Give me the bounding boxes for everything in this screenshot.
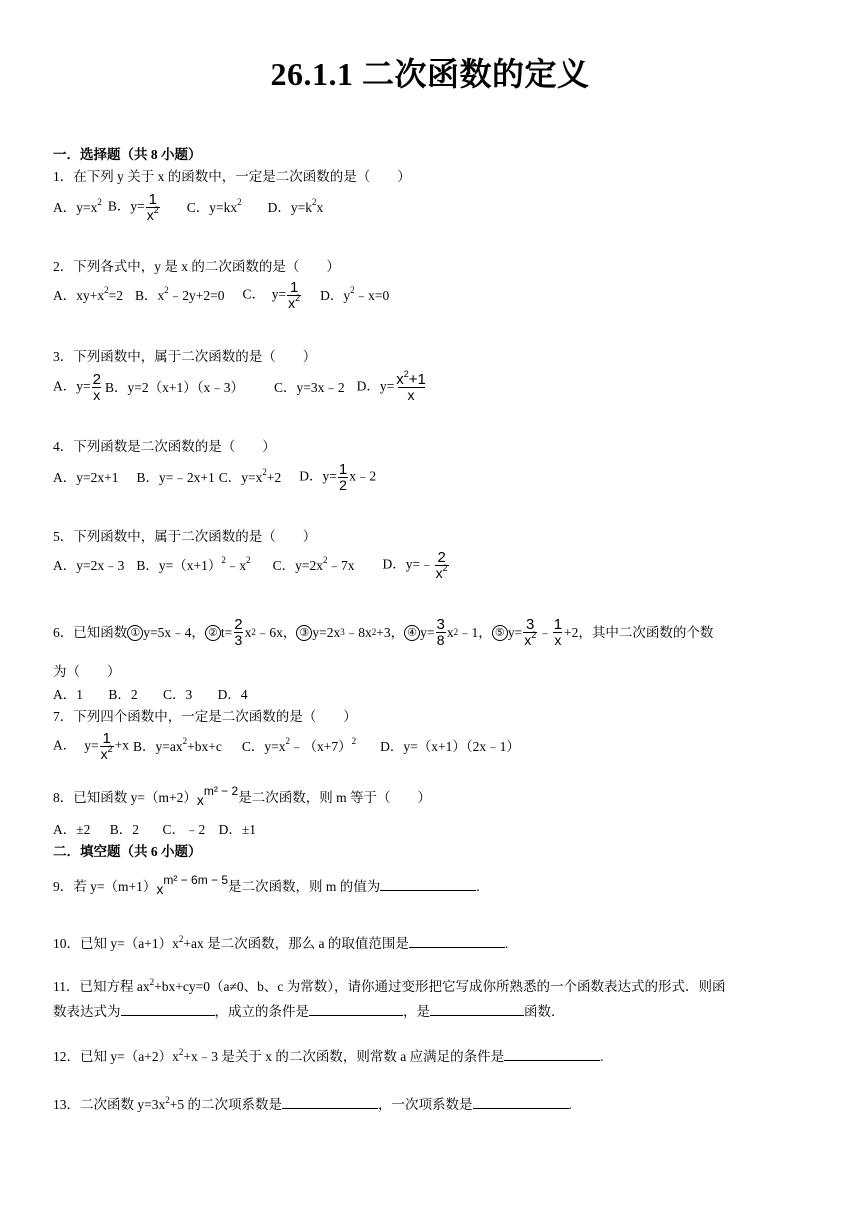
fraction: $\frac{1}{2}$	[338, 461, 348, 493]
q7-option-a: A． y= $\frac{1}{x^2}$ +x	[53, 730, 130, 762]
q3-option-c: C．y=3x﹣2	[273, 379, 345, 395]
q7-option-c: C．$y=x^2﹣(x+7)^2$	[241, 736, 357, 754]
q1-option-a: A．$y=x^2$	[53, 197, 102, 215]
q2-option-d: D．$y^2﹣x=0$	[320, 285, 390, 303]
q7-option-d: D．y=（x+1）（2x﹣1）	[380, 738, 520, 754]
question-11-line2: 数表达式为 ，成立的条件是 ，是 函数．	[53, 1004, 565, 1019]
circled-number-4: ④	[404, 625, 420, 641]
q2-option-c: C． y= $\frac{1}{x^2}$	[242, 279, 301, 311]
question-7-stem: 7．下列四个函数中，一定是二次函数的是（ ）	[53, 709, 357, 724]
q3-option-a: A．y= $\frac{2}{x}$	[53, 371, 101, 403]
answer-blank[interactable]	[409, 935, 505, 948]
circled-number-1: ①	[127, 625, 143, 641]
q3-option-b: B．y=2（x+1）（x﹣3）	[104, 379, 244, 395]
question-12: 12．已知 $y=(a+2)x^2+x﹣3$ 是关于 x 的二次函数，则常数 a 应满足的条件是 .	[53, 1046, 604, 1064]
circled-number-2: ②	[205, 625, 221, 641]
fraction: $\frac{1}{x^2}$	[146, 191, 159, 223]
question-5-options	[53, 550, 450, 581]
q6-option-a: A．1	[53, 687, 83, 702]
q5-option-d: D．y=﹣ $\frac{2}{x^2}$	[382, 549, 448, 581]
fraction: $\frac{3}{x^2}$	[524, 616, 537, 648]
q1-option-c: C．$y=kx^2$	[186, 197, 242, 215]
q8-option-b: B．2	[109, 822, 140, 837]
question-6-stem: 6．已知函数 ① y=5x﹣4， ② t= $\frac{2}{3}$ x $^2$ ﹣6x， ③ y=2x $^3$ ﹣8x $^2$ +3， ④ y= $\frac{3}{8}$ x $^2$ ﹣1， ⑤ y= $\frac{3}{x^2}$ ﹣ $\frac{1}{x}$ +2，其中二次函数的个数	[53, 616, 714, 648]
fraction: $\frac{3}{8}$	[436, 616, 445, 648]
answer-blank[interactable]	[309, 1003, 403, 1016]
q8-option-a: A．±2	[53, 822, 91, 837]
question-2-stem: 2．下列各式中，y 是 x 的二次函数的是（ ）	[53, 259, 340, 274]
fraction: $\frac{2}{x}$	[92, 371, 101, 403]
answer-blank[interactable]	[282, 1096, 378, 1109]
question-9: 9．若 y=（m+1）xm² − 6m − 5是二次函数，则 m 的值为 .	[53, 873, 480, 897]
q1-option-d: D．$y=k^2x$	[267, 197, 324, 215]
answer-blank[interactable]	[473, 1096, 569, 1109]
answer-blank[interactable]	[380, 878, 476, 891]
question-11-line1: 11．已知方程 $ax^2+bx+cy=0(a\ne 0$、b、c 为常数），请你通过变形把它写成你所熟悉的一个函数表达式的形式．则函	[53, 976, 726, 994]
section-heading-choice: 一．选择题（共 8 小题）	[53, 147, 202, 162]
q1-option-b: B．y= $\frac{1}{x^2}$	[107, 191, 159, 223]
question-6-options	[53, 688, 248, 702]
q6-option-b: B．2	[108, 687, 138, 702]
fraction: $\frac{1}{x}$	[553, 616, 563, 648]
question-10: 10．已知 $y=(a+1)x^2+ax$ 是二次函数，那么 a 的取值范围是 .	[53, 933, 509, 951]
answer-blank[interactable]	[121, 1003, 215, 1016]
answer-blank[interactable]	[430, 1003, 524, 1016]
q4-option-a: A．y=2x+1	[53, 469, 119, 485]
answer-blank[interactable]	[504, 1048, 600, 1061]
question-13: 13．二次函数 $y=3x^2+5$ 的二次项系数是 ，一次项系数是 .	[53, 1094, 572, 1112]
q5-option-a: A．y=2x﹣3	[53, 557, 125, 573]
fraction: $\frac{1}{x^2}$	[288, 279, 301, 311]
q4-option-b: B．y=﹣2x+1	[136, 469, 215, 485]
section-heading-fill: 二．填空题（共 6 小题）	[53, 844, 202, 859]
fraction: $\frac{2}{3}$	[234, 616, 243, 648]
question-7-options	[53, 731, 520, 762]
question-3-stem: 3．下列函数中，属于二次函数的是（ ）	[53, 349, 317, 364]
circled-number-3: ③	[296, 625, 312, 641]
q2-option-b: B．$x^2﹣2y+2=0$	[135, 285, 225, 303]
fraction: $\frac{2}{x^2}$	[435, 549, 448, 581]
q5-option-c: C．$y=2x^2﹣7x$	[272, 555, 355, 573]
q8-option-c: C．﹣2	[162, 822, 206, 837]
fraction: $\frac{1}{x^2}$	[100, 730, 113, 762]
q5-option-b: B．$y=(x+1)^2﹣x^2$	[136, 555, 251, 573]
question-2-options	[53, 280, 389, 311]
fraction: $\frac{x^2+1}{x}$	[396, 369, 426, 403]
question-4-options	[53, 462, 376, 493]
question-5-stem: 5．下列函数中，属于二次函数的是（ ）	[53, 529, 317, 544]
page-title: 26.1.1 二次函数的定义	[270, 56, 590, 92]
q2-option-a: A．$xy+x^2=2$	[53, 285, 123, 303]
q8-option-d: D．±1	[218, 822, 256, 837]
q7-option-b: B．$y=ax^2+bx+c$	[133, 736, 222, 754]
question-1-stem: 1．在下列 y 关于 x 的函数中，一定是二次函数的是（ ）	[53, 169, 411, 184]
q3-option-d: D．y= $\frac{x^2+1}{x}$	[356, 369, 426, 403]
q4-option-c: C．$y=x^2+2$	[218, 467, 282, 485]
question-4-stem: 4．下列函数是二次函数的是（ ）	[53, 439, 276, 454]
q6-option-c: C．3	[163, 687, 193, 702]
question-3-options	[53, 369, 428, 403]
circled-number-5: ⑤	[492, 625, 508, 641]
q6-option-d: D．4	[217, 687, 248, 702]
question-1-options	[53, 192, 323, 223]
question-6-stem-line2: 为（ ）	[53, 664, 121, 679]
q4-option-d: D．y= $\frac{1}{2}$ x﹣2	[299, 461, 377, 493]
question-8-options	[53, 823, 256, 837]
question-8-stem: 8．已知函数 y=（m+2）xm² − 2是二次函数，则 m 等于（ ）	[53, 784, 431, 808]
